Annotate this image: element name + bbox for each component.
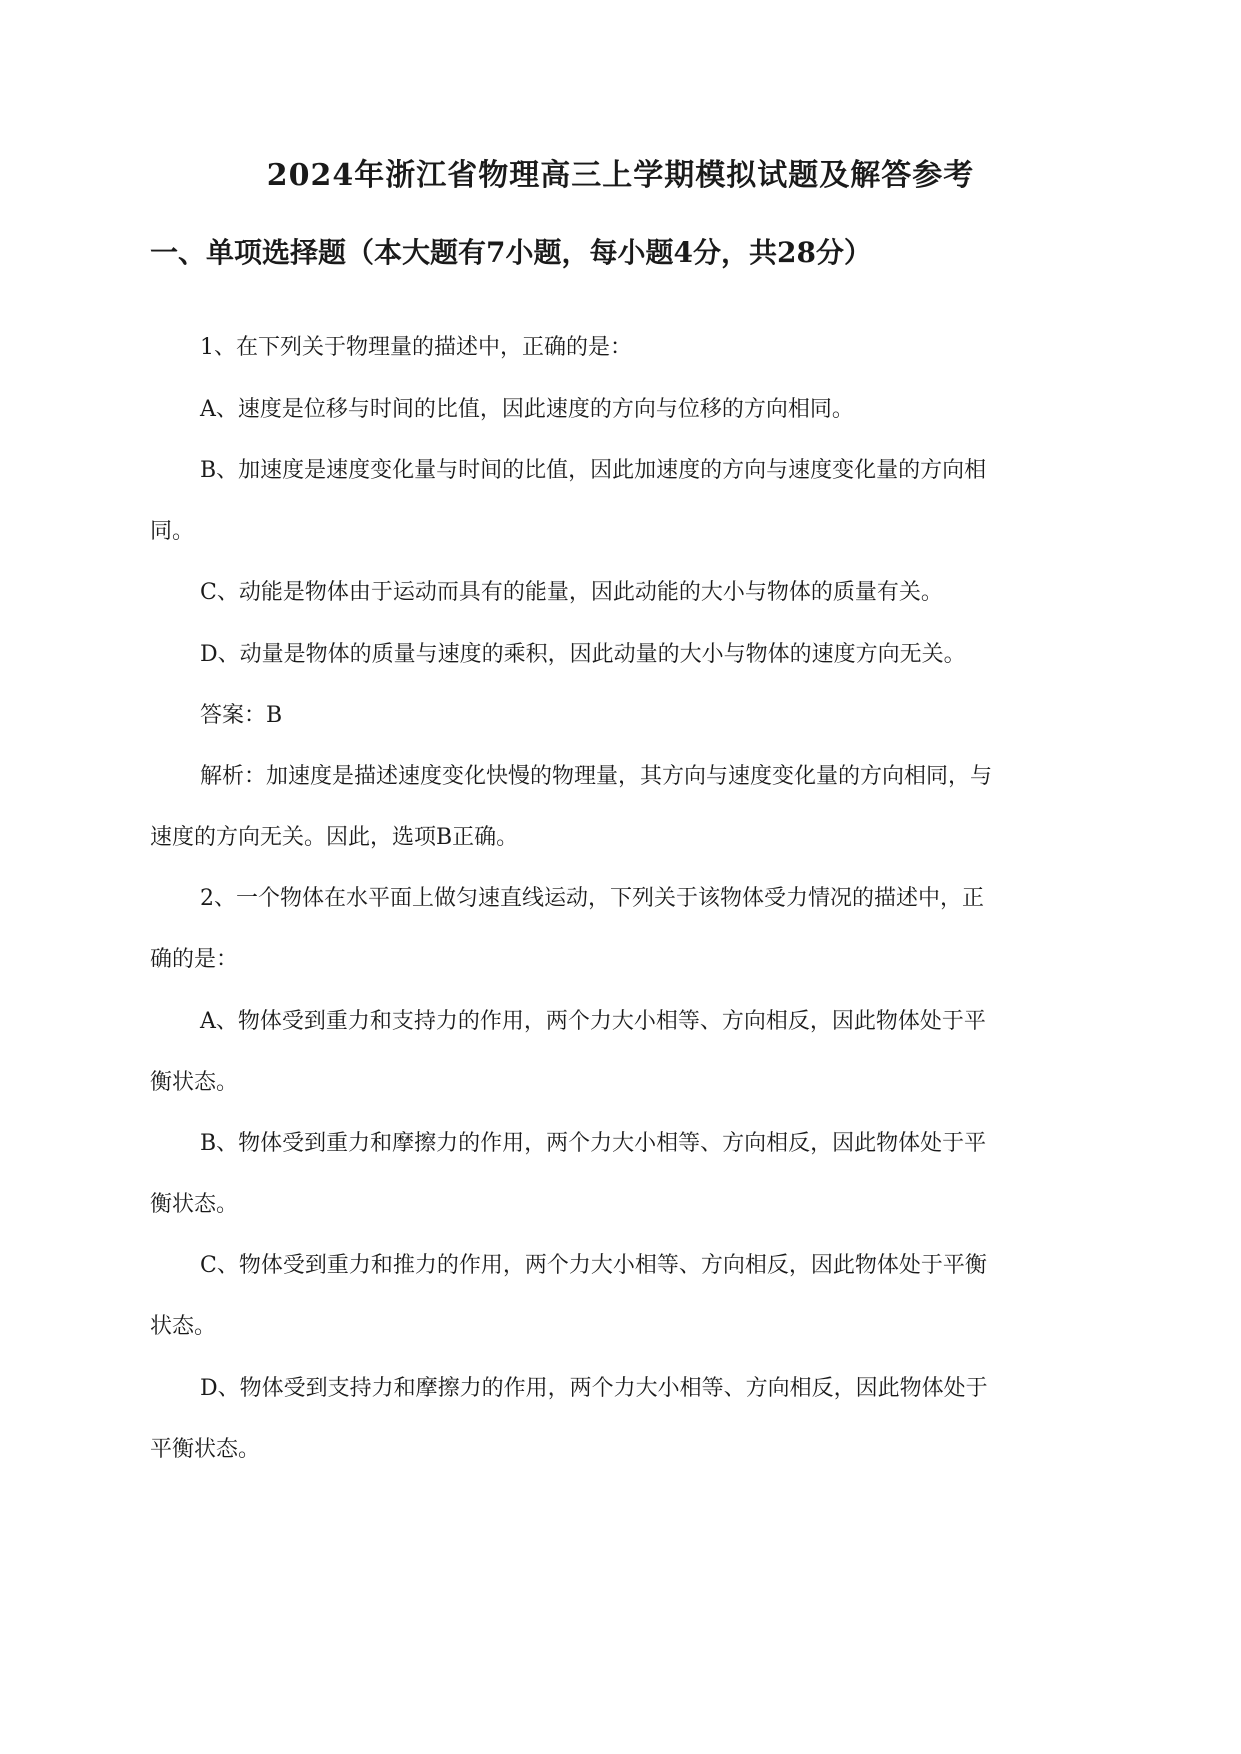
question-2-option-a-cont: 衡状态。 [150, 1070, 239, 1095]
question-2-stem-cont: 确的是： [150, 947, 239, 972]
question-1-option-a: A、速度是位移与时间的比值，因此速度的方向与位移的方向相同。 [200, 397, 854, 422]
question-1-option-b: B、加速度是速度变化量与时间的比值，因此加速度的方向与速度变化量的方向相 [200, 458, 987, 483]
document-title: 2024年浙江省物理高三上学期模拟试题及解答参考 [266, 158, 975, 193]
question-2-option-a: A、物体受到重力和支持力的作用，两个力大小相等、方向相反，因此物体处于平 [200, 1009, 986, 1034]
question-1-analysis-cont: 速度的方向无关。因此，选项B正确。 [150, 825, 519, 850]
question-2-option-c-cont: 状态。 [150, 1314, 217, 1339]
question-2-stem: 2、一个物体在水平面上做匀速直线运动，下列关于该物体受力情况的描述中，正 [200, 886, 984, 911]
question-2-option-d-cont: 平衡状态。 [150, 1437, 261, 1462]
question-1-option-c: C、动能是物体由于运动而具有的能量，因此动能的大小与物体的质量有关。 [200, 580, 943, 605]
section-heading: 一、单项选择题（本大题有7小题，每小题4分，共28分） [150, 236, 872, 269]
question-1-option-b-cont: 同。 [150, 519, 195, 544]
question-1-answer: 答案：B [200, 703, 283, 728]
question-2-option-b: B、物体受到重力和摩擦力的作用，两个力大小相等、方向相反，因此物体处于平 [200, 1131, 987, 1156]
question-1-analysis: 解析：加速度是描述速度变化快慢的物理量，其方向与速度变化量的方向相同，与 [200, 764, 993, 789]
question-1-stem: 1、在下列关于物理量的描述中，正确的是： [200, 335, 632, 360]
question-2-option-d: D、物体受到支持力和摩擦力的作用，两个力大小相等、方向相反，因此物体处于 [200, 1376, 988, 1401]
question-2-option-b-cont: 衡状态。 [150, 1192, 239, 1217]
question-2-option-c: C、物体受到重力和推力的作用，两个力大小相等、方向相反，因此物体处于平衡 [200, 1253, 987, 1278]
question-1-option-d: D、动量是物体的质量与速度的乘积，因此动量的大小与物体的速度方向无关。 [200, 642, 966, 667]
